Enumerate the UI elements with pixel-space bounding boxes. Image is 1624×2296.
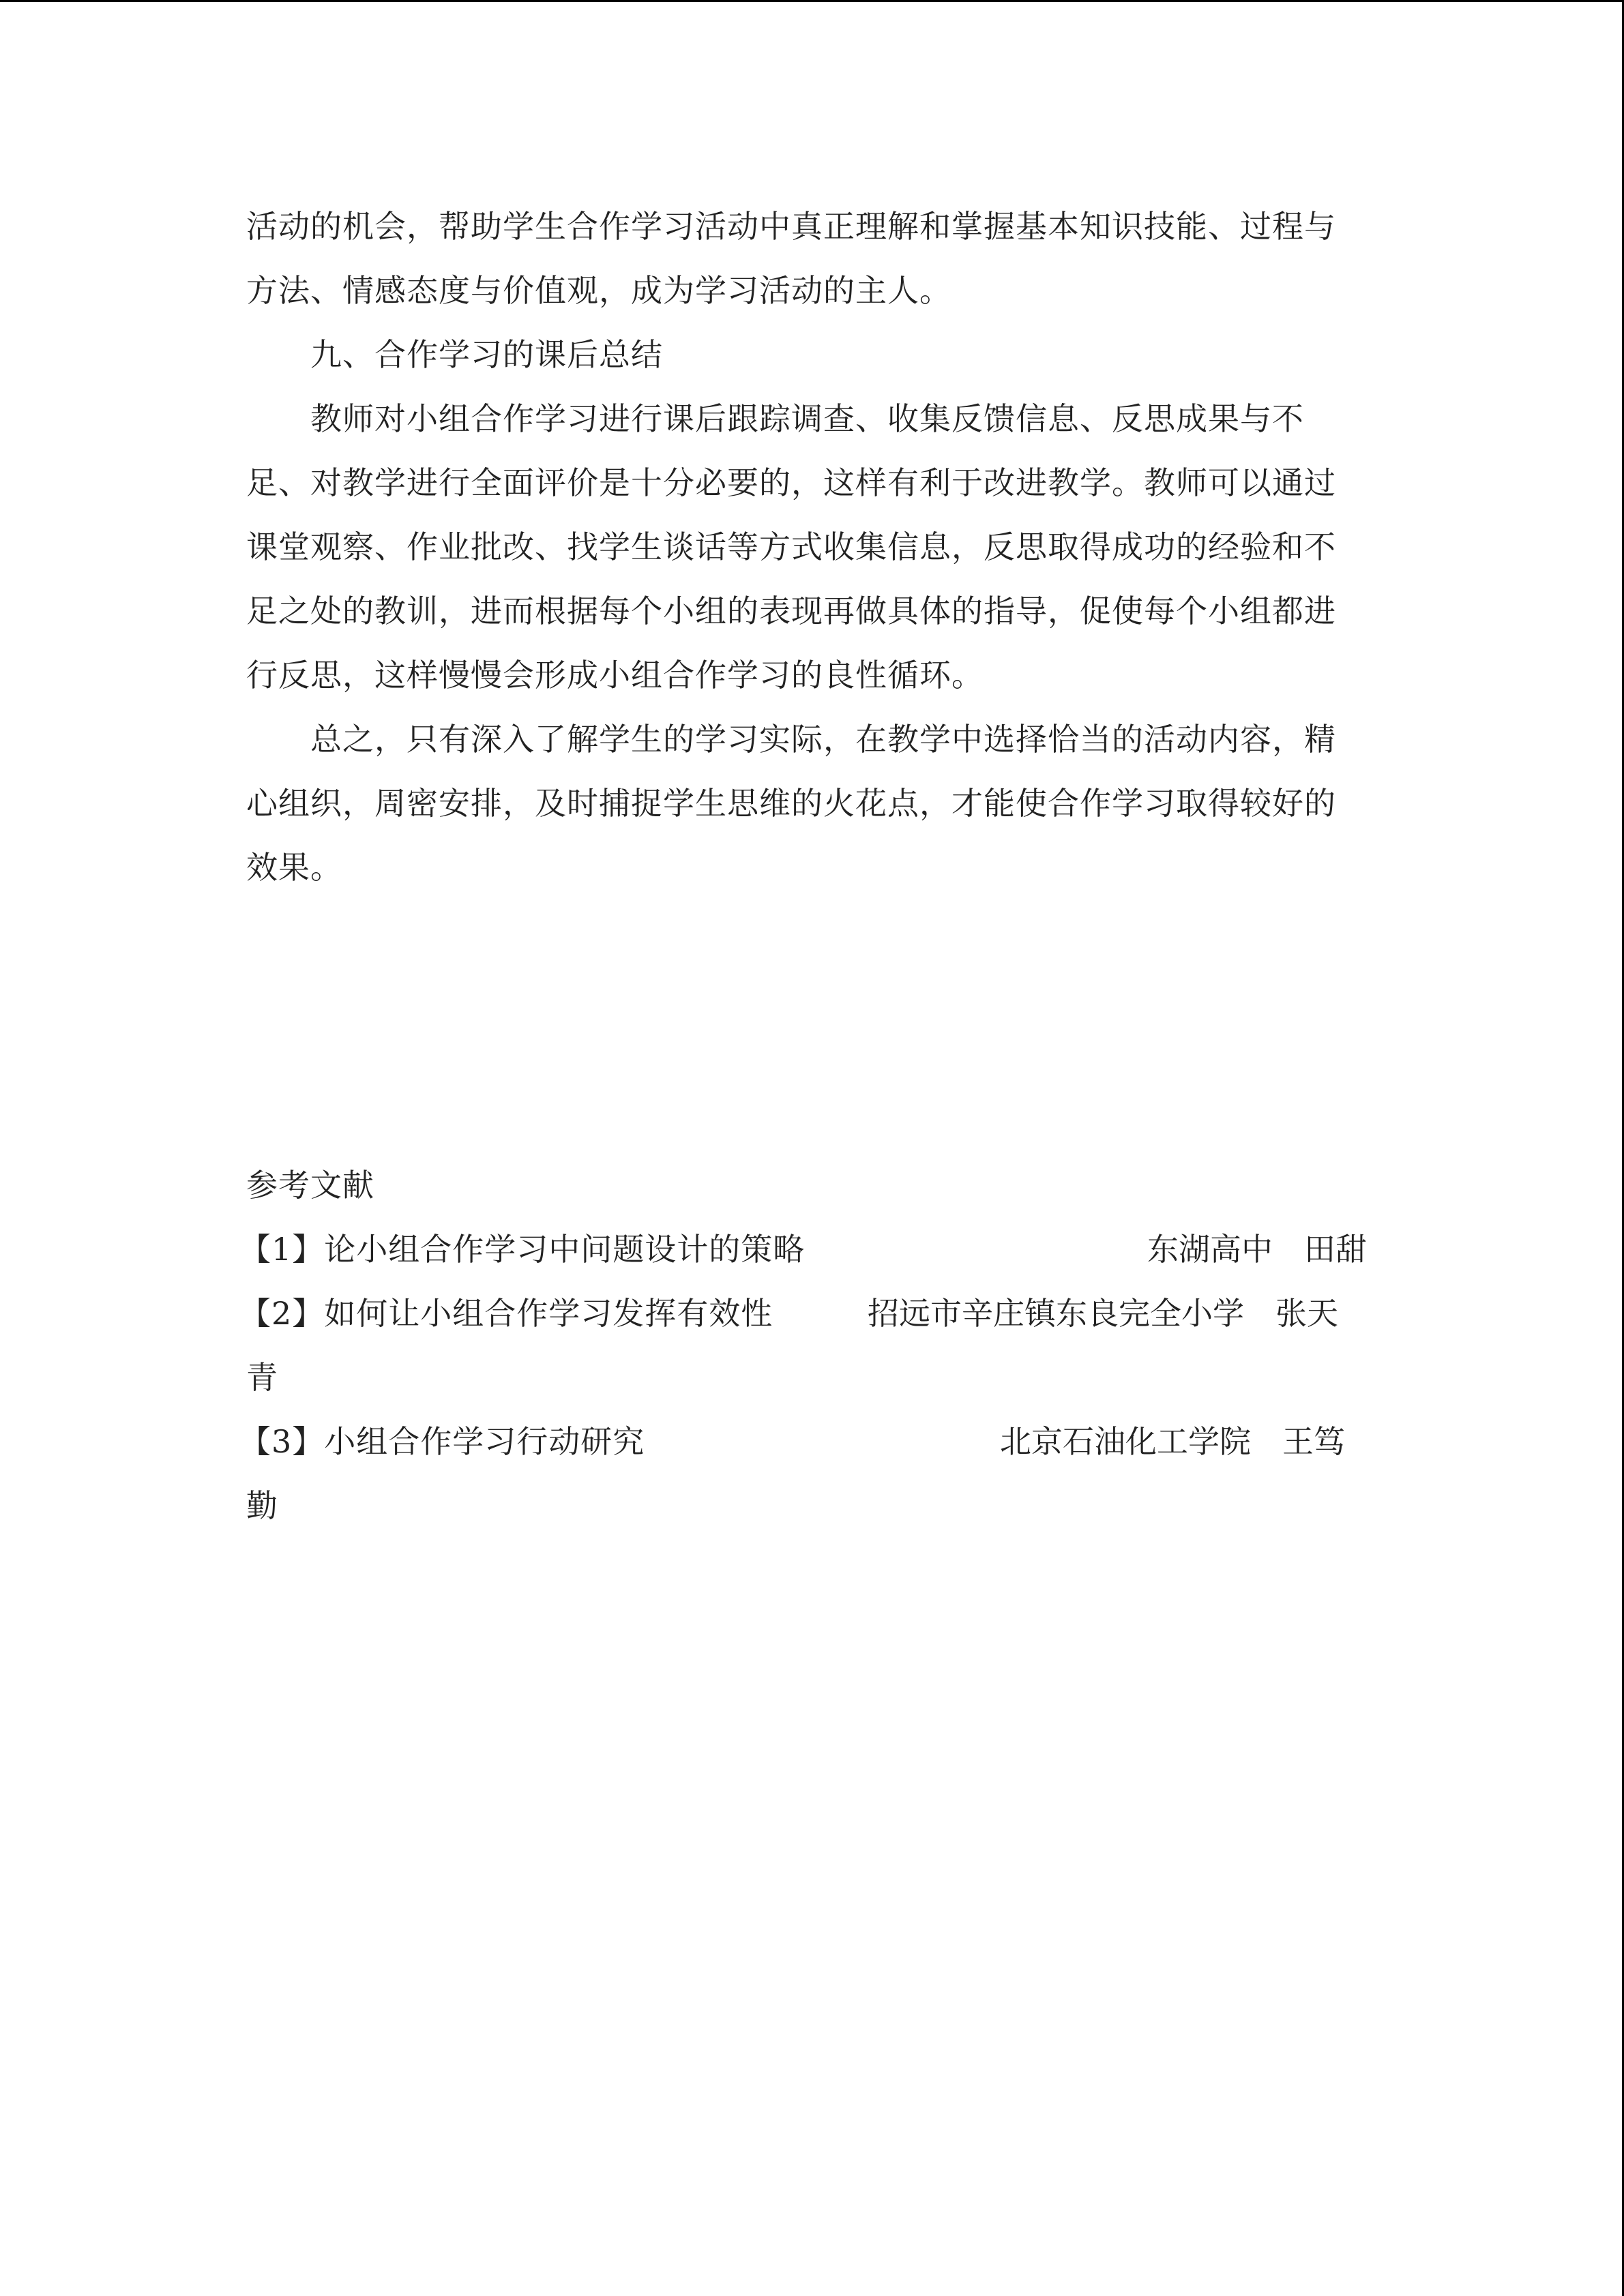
- paragraph-line: 行反思，这样慢慢会形成小组合作学习的良性循环。: [246, 657, 984, 694]
- paragraph-line: 课堂观察、作业批改、找学生谈话等方式收集信息，反思取得成功的经验和不: [246, 528, 1336, 565]
- paragraph-line: 足、对教学进行全面评价是十分必要的，这样有利于改进教学。教师可以通过: [246, 464, 1336, 501]
- reference-author-continuation: 勤: [246, 1487, 278, 1524]
- section-heading: 九、合作学习的课后总结: [310, 336, 663, 373]
- reference-title: 【1】论小组合作学习中问题设计的策略: [239, 1231, 806, 1268]
- paragraph-line: 教师对小组合作学习进行课后跟踪调查、收集反馈信息、反思成果与不: [310, 400, 1304, 437]
- paragraph-line: 心组织，周密安排，及时捕捉学生思维的火花点，才能使合作学习取得较好的: [246, 785, 1336, 822]
- paragraph-line: 足之处的教训，进而根据每个小组的表现再做具体的指导，促使每个小组都进: [246, 593, 1336, 629]
- paragraph-line: 总之，只有深入了解学生的学习实际，在教学中选择恰当的活动内容，精: [310, 721, 1336, 758]
- references-heading: 参考文献: [246, 1167, 374, 1204]
- page-top-border: [0, 0, 1624, 2]
- reference-author: 招远市辛庄镇东良完全小学 张天: [868, 1295, 1338, 1332]
- reference-title: 【2】如何让小组合作学习发挥有效性: [239, 1295, 773, 1332]
- paragraph-line: 活动的机会，帮助学生合作学习活动中真正理解和掌握基本知识技能、过程与: [246, 208, 1336, 245]
- reference-author-continuation: 青: [246, 1359, 278, 1396]
- reference-title: 【3】小组合作学习行动研究: [239, 1423, 645, 1460]
- reference-author: 东湖高中 田甜: [1147, 1231, 1367, 1268]
- paragraph-line: 效果。: [246, 849, 342, 886]
- reference-author: 北京石油化工学院 王笃: [1000, 1423, 1345, 1460]
- paragraph-line: 方法、情感态度与价值观，成为学习活动的主人。: [246, 272, 951, 309]
